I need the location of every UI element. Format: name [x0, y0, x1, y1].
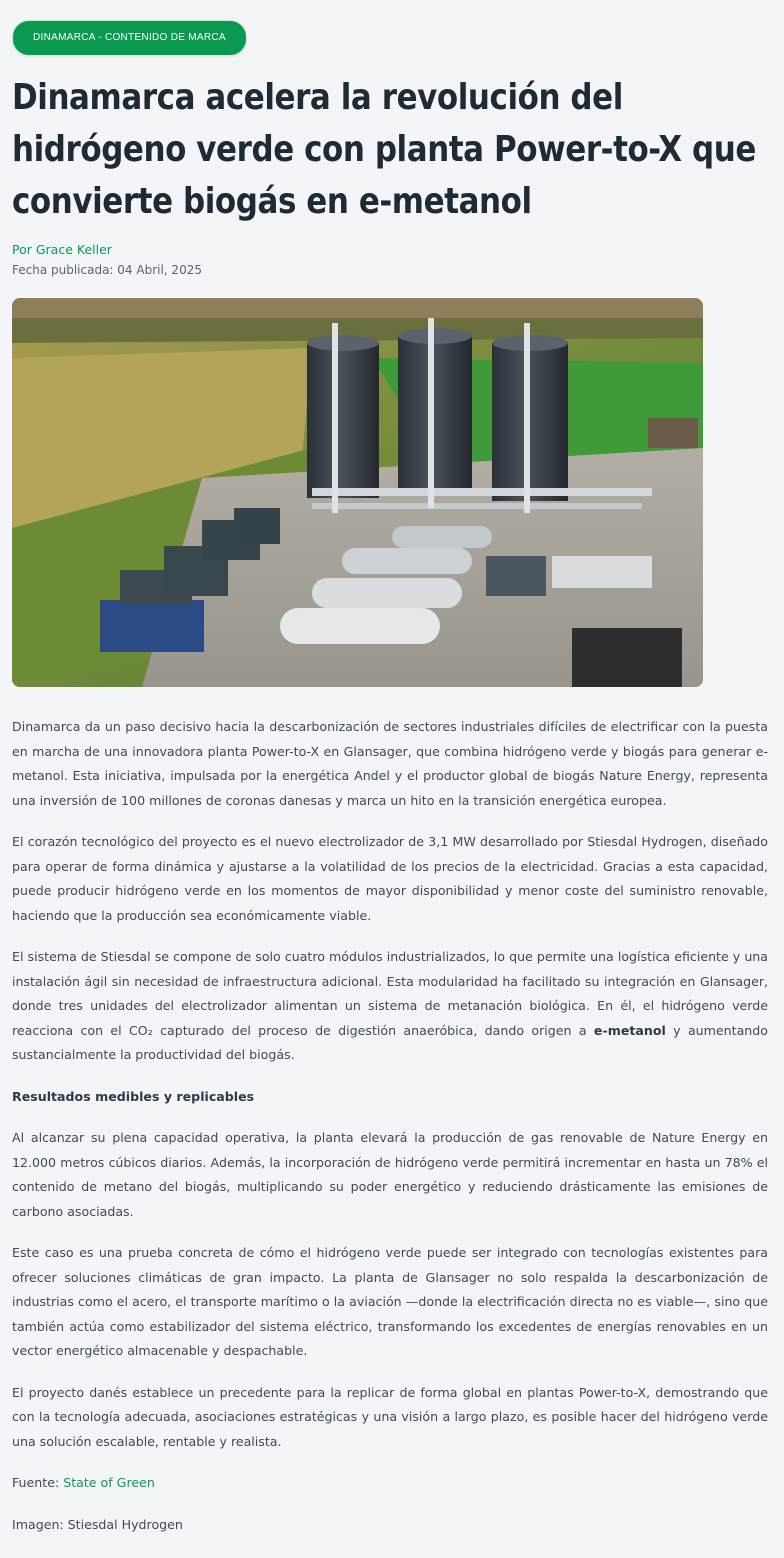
publish-date: Fecha publicada: 04 Abril, 2025 [12, 263, 202, 277]
paragraph: Al alcanzar su plena capacidad operativa, la planta elevará la producción de gas renovable de Nature Energy en 12.000 metros cúbicos diarios. Además, la incorporación de hidrógeno verde permitirá incrementar en hasta un 78% el contenido de metano del biogás, multiplicando su poder energético y reduciendo drásticamente las emisiones de carbono asociadas. [12, 1130, 768, 1219]
source-link[interactable]: State of Green [63, 1475, 155, 1490]
source-line [12, 1471, 768, 1496]
paragraph: Dinamarca da un paso decisivo hacia la descarbonización de sectores industriales difíciles de electrificar con la puesta en marcha de una innovadora planta Power-to-X en Glansager, que combina hidrógeno verde y biogás para generar e-metanol. Esta iniciativa, impulsada por la energética Andel y el productor global de biogás Nature Energy, representa una inversión de 100 millones de coronas danesas y marca un hito en la transición energética europea. [12, 719, 768, 808]
paragraph-text: El sistema de Stiesdal se compone de solo cuatro módulos industrializados, lo que permite una logística eficiente y una instalación ágil sin necesidad de infraestructura adicional. Esta modularidad ha facilitado su integración en Glansager, donde tres unidades del electrolizador alimentan un sistema de metanación biológica. En él, el hidrógeno verde reacciona con el CO₂ capturado del proceso de digestión anaeróbica, dando origen a [12, 949, 768, 1038]
paragraph [12, 945, 768, 1068]
paragraph: Este caso es una prueba concreta de cómo el hidrógeno verde puede ser integrado con tecnologías existentes para ofrecer soluciones climáticas de gran impacto. La planta de Glansager no solo respalda la descarbonización de industrias como el acero, el transporte marítimo o la aviación —donde la electrificación directa no es viable—, sino que también actúa como estabilizador del sistema eléctrico, transformando los excedentes de energías renovables en un vector energético almacenable y despachable. [12, 1245, 768, 1358]
image-credit: Imagen: Stiesdal Hydrogen [12, 1516, 183, 1532]
article-body [12, 715, 768, 1537]
category-badge[interactable]: DINAMARCA - CONTENIDO DE MARCA [12, 20, 247, 56]
article-title: Dinamarca acelera la revolución del hidrógeno verde con planta Power-to-X que convierte biogás en e-metanol [12, 77, 756, 222]
paragraph: El corazón tecnológico del proyecto es el nuevo electrolizador de 3,1 MW desarrollado por Stiesdal Hydrogen, diseñado para operar de forma dinámica y ajustarse a la volatilidad de los precios de la electricidad. Gracias a esta capacidad, puede producir hidrógeno verde en los momentos de mayor disponibilidad y menor coste del suministro renovable, haciendo que la producción sea económicamente viable. [12, 834, 768, 923]
bold-term: e-metanol [593, 1022, 666, 1038]
paragraph-text: y aumentando sustancialmente la productividad del biogás. [12, 1022, 768, 1062]
source-label: Fuente: [12, 1475, 64, 1490]
section-heading: Resultados medibles y replicables [12, 1088, 255, 1104]
paragraph: El proyecto danés establece un precedente para la replicar de forma global en plantas Power-to-X, demostrando que con la tecnología adecuada, asociaciones estratégicas y una visión a largo plazo, es posible hacer del hidrógeno verde una solución escalable, rentable y realista. [12, 1384, 768, 1449]
author-link[interactable]: Por Grace Keller [12, 242, 112, 257]
hero-image [12, 298, 703, 687]
